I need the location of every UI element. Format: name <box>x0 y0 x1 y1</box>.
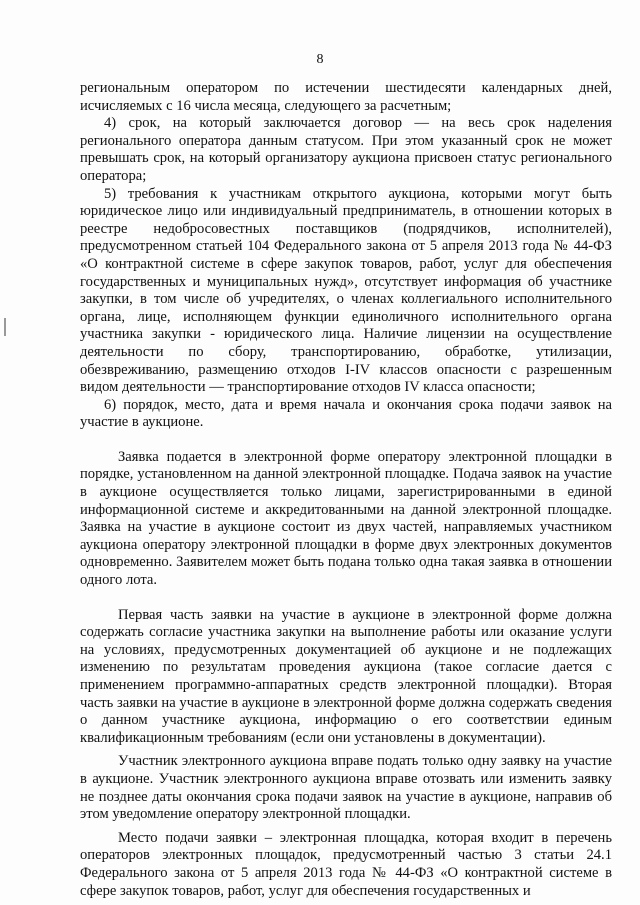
document-body <box>80 80 612 900</box>
paragraph-application-parts: Первая часть заявки на участие в аукционе в электронной форме должна содержать согласие участника закупки на выполнение работы или оказание услуги на условиях, предусмотренных документацией об аукционе и не подлежащих изменению по результатам проведения аукциона (такое согласие дается с применением программно-аппаратных средств электронной площадки). Вторая часть заявки на участие в аукционе в электронной форме должна содержать сведения о данном участнике аукциона, информацию о его соответствии единым квалификационным требованиям (если они установлены в документации). <box>80 606 612 746</box>
paragraph-application-submission: Заявка подается в электронной форме оператору электронной площадки в порядке, установленном на данной электронной площадке. Подача заявок на участие в аукционе осуществляется только лицами, зарегистрированными в единой информационной системе и аккредитованными на данной электронной площадке. Заявка на участие в аукционе состоит из двух частей, направляемых участником аукциона оператору электронной площадки в форме двух электронных документов одновременно. Заявителем может быть подана только одна такая заявка в отношении одного лота. <box>80 448 612 589</box>
margin-mark <box>4 318 6 336</box>
paragraph-item-5: 5) требования к участникам открытого аукциона, которыми могут быть юридическое лицо или индивидуальный предприниматель, в отношении которых в реестре недобросовестных поставщиков (подрядчиков, исполнителей), предусмотренном статьей 104 Федерального закона от 5 апреля 2013 года № 44-ФЗ «О контрактной системе в сфере закупок товаров, работ, услуг для обеспечения государственных и муниципальных нужд», отсутствует информация об участнике закупки, в том числе об учредителях, о членах коллегиального исполнительного органа, лице, исполняющем функции единоличного исполнительного органа участника закупки - юридического лица. Наличие лицензии на осуществление деятельности по сбору, транспортированию, обработке, утилизации, обезвреживанию, размещению отходов I-IV классов опасности с разрешенным видом деятельности — транспортирование отходов IV класса опасности; <box>80 185 612 396</box>
paragraph-continuation: региональным оператором по истечении шестидесяти календарных дней, исчисляемых с 16 числа месяца, следующего за расчетным; <box>80 80 612 114</box>
paragraph-item-6: 6) порядок, место, дата и время начала и окончания срока подачи заявок на участие в аукционе. <box>80 396 612 431</box>
paragraph-item-4: 4) срок, на который заключается договор — на весь срок наделения регионального оператора данным статусом. При этом указанный срок не может превышать срок, на который организатору аукциона присвоен статус регионального оператора; <box>80 115 612 184</box>
page-number: 8 <box>316 52 324 67</box>
paragraph-submission-place: Место подачи заявки – электронная площадка, которая входит в перечень операторов электронных площадок, предусмотренный частью 3 статьи 24.1 Федерального закона от 5 апреля 2013 года № 44-ФЗ «О контрактной системе в сфере закупок товаров, работ, услуг для обеспечения государственных и <box>80 829 612 899</box>
paragraph-single-application: Участник электронного аукциона вправе подать только одну заявку на участие в аукционе. Участник электронного аукциона вправе отозвать или изменить заявку не позднее даты окончания срока подачи заявок на участие в аукционе, направив об этом уведомление оператору электронной площадки. <box>80 753 612 823</box>
